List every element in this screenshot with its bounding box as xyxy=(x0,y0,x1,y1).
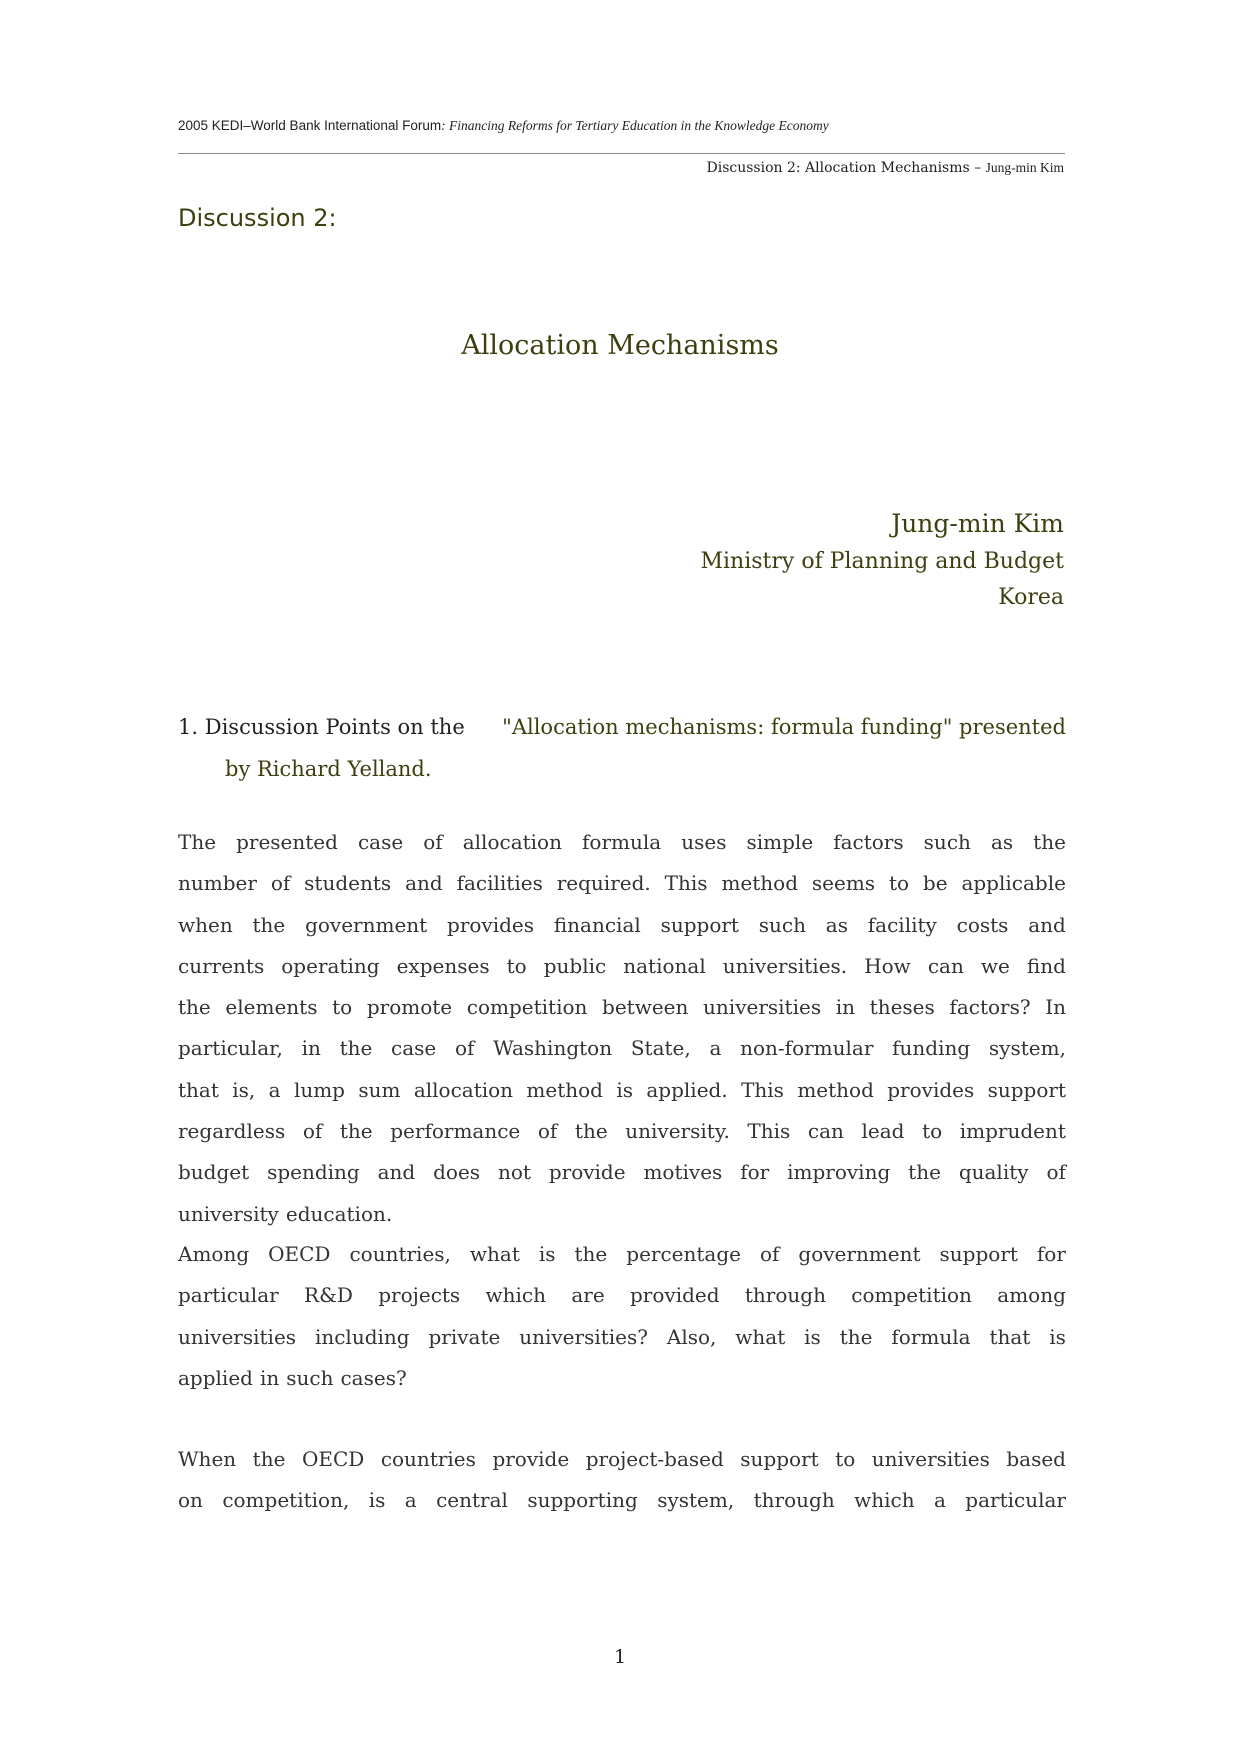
paragraph-line: Among OECD countries, what is the percentage of government support for xyxy=(178,1242,1066,1266)
paragraph-line: When the OECD countries provide project-based support to universities based xyxy=(178,1447,1066,1471)
paragraph-line: number of students and facilities required. This method seems to be applicable xyxy=(178,871,1066,896)
paragraph-line: university education. xyxy=(178,1201,393,1226)
paragraph-line: when the government provides financial support such as facility costs and xyxy=(178,912,1066,937)
document-title: Allocation Mechanisms xyxy=(461,330,779,361)
section-heading-line-1 xyxy=(178,706,1066,748)
paragraph-line: on competition, is a central supporting system, through which a particular xyxy=(178,1488,1066,1513)
author-affiliation: Ministry of Planning and Budget xyxy=(700,549,1064,574)
author-name: Jung-min Kim xyxy=(891,509,1064,538)
paragraph-line: the elements to promote competition between universities in theses factors? In xyxy=(178,995,1066,1020)
page-number: 1 xyxy=(613,1646,627,1668)
heading-lead: Discussion Points on the xyxy=(204,715,465,739)
paragraph-line: The presented case of allocation formula uses simple factors such as the xyxy=(178,830,1066,854)
paragraph xyxy=(178,822,1066,1235)
paragraph-line: particular, in the case of Washington State, a non-formular funding system, xyxy=(178,1036,1066,1061)
running-subheader xyxy=(707,160,1065,176)
paragraph xyxy=(178,1439,1066,1522)
header-forum-subtitle: : Financing Reforms for Tertiary Education in the Knowledge Economy xyxy=(441,118,829,133)
paragraph-line: currents operating expenses to public national universities. How can we find xyxy=(178,953,1066,978)
section-label: Discussion 2: xyxy=(178,204,337,232)
paragraph-line: universities including private universities? Also, what is the formula that is xyxy=(178,1324,1066,1349)
header-forum-name: 2005 KEDI–World Bank International Forum xyxy=(178,118,442,133)
paragraph-line: particular R&D projects which are provided through competition among xyxy=(178,1283,1066,1308)
section-heading xyxy=(178,706,1066,790)
paragraph-line: budget spending and does not provide motives for improving the quality of xyxy=(178,1160,1066,1185)
author-country: Korea xyxy=(998,585,1064,610)
header-section-ref: Discussion 2: Allocation Mechanisms – xyxy=(706,160,986,176)
header-divider xyxy=(178,153,1065,154)
heading-highlight: "Allocation mechanisms: formula funding" presented xyxy=(502,715,1066,739)
running-header xyxy=(178,118,1066,134)
paragraph-line: applied in such cases? xyxy=(178,1365,407,1390)
paragraph-line: that is, a lump sum allocation method is applied. This method provides support xyxy=(178,1077,1066,1102)
heading-number: 1. xyxy=(178,715,199,739)
heading-number-and-lead xyxy=(178,706,465,748)
header-author-ref: Jung-min Kim xyxy=(985,160,1064,175)
paragraph xyxy=(178,1234,1066,1399)
author-block xyxy=(700,504,1064,616)
paragraph-line: regardless of the performance of the university. This can lead to imprudent xyxy=(178,1119,1066,1144)
heading-continuation: by Richard Yelland. xyxy=(225,757,432,781)
